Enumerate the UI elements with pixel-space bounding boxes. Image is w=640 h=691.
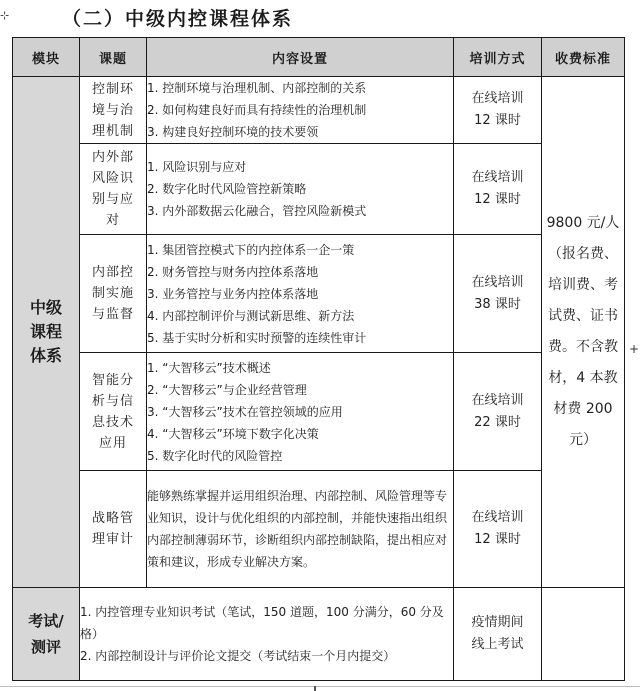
- content-item: 3. “大智移云”技术在管控领域的应用: [147, 404, 343, 419]
- method-cell: [454, 471, 542, 588]
- content-cell: [147, 235, 454, 353]
- add-column-icon[interactable]: +: [629, 342, 640, 356]
- exam-method-line: 疫情期间: [471, 615, 524, 630]
- topic-cell: [80, 144, 147, 235]
- method-type: 在线培训: [471, 392, 524, 408]
- exam-module-cell: [13, 588, 80, 681]
- section-title: （二）中级内控课程体系: [62, 8, 294, 30]
- method-cell: [454, 144, 542, 235]
- table-row: [13, 353, 625, 471]
- table-row: [13, 588, 625, 681]
- header-method: 培训方式: [454, 38, 542, 77]
- topic-label: 内外部风险识别与应对: [91, 150, 134, 228]
- method-hours: 12 课时: [474, 192, 521, 207]
- method-hours: 22 课时: [474, 414, 521, 430]
- content-item: 3. 构建良好控制环境的技术要领: [147, 125, 319, 139]
- content-item: 1. 风险识别与应对: [147, 160, 247, 174]
- exam-fee-cell: [542, 588, 625, 681]
- content-paragraph: 能够熟练掌握并运用组织治理、内部控制、风险管理等专业知识，设计与优化组织的内部控制，并能快速指出组织内部控制薄弱环节，诊断组织内部控制缺陷，提出相应对策和建议，形成专业解决方案。: [147, 489, 448, 569]
- content-item: 3. 业务管控与业务内控体系落地: [147, 286, 319, 301]
- topic-cell: [80, 471, 147, 588]
- content-item: 5. 数字化时代的风险管控: [147, 448, 283, 463]
- method-hours: 12 课时: [474, 532, 521, 547]
- module-cell: [13, 77, 80, 588]
- header-topic: 课题: [80, 38, 147, 77]
- exam-item: 2. 内部控制设计与评价论文提交（考试结束一个月内提交）: [80, 649, 396, 663]
- method-cell: [454, 353, 542, 471]
- topic-cell: [80, 353, 147, 471]
- module-label: 课程: [29, 322, 62, 341]
- content-cell: [147, 144, 454, 235]
- content-item: 3. 内外部数据云化融合，管控风险新模式: [147, 204, 367, 218]
- exam-item: 1. 内控管理专业知识考试（笔试，150 道题，100 分满分，60 分及格）: [80, 605, 444, 641]
- topic-label: 控制环境与治理机制: [91, 81, 134, 139]
- module-label: 中级: [29, 298, 62, 317]
- table-row: [13, 144, 625, 235]
- exam-method-line: 线上考试: [471, 637, 524, 652]
- topic-label: 内部控制实施与监督: [91, 265, 134, 322]
- exam-method-cell: [454, 588, 542, 681]
- method-hours: 38 课时: [474, 296, 521, 312]
- content-item: 2. 如何构建良好而具有持续性的治理机制: [147, 103, 367, 117]
- method-type: 在线培训: [471, 170, 524, 185]
- content-item: 5. 基于实时分析和实时预警的连续性审计: [147, 330, 367, 345]
- table-row: [13, 77, 625, 144]
- method-hours: 12 课时: [474, 113, 521, 128]
- header-module: 模块: [13, 38, 80, 77]
- topic-label: 智能分析与信息技术应用: [91, 372, 134, 451]
- content-cell: [147, 77, 454, 144]
- exam-module-label: 测评: [30, 638, 61, 656]
- fee-text: 9800 元/人（报名费、培训费、考试费、证书费。不含教材，4 本教材费 200 元）: [546, 215, 620, 448]
- column-resize-handle[interactable]: [314, 686, 316, 691]
- exam-content-cell: [80, 588, 454, 681]
- table-header-row: [13, 38, 625, 77]
- method-cell: [454, 235, 542, 353]
- method-type: 在线培训: [471, 91, 524, 106]
- content-item: 1. 控制环境与治理机制、内部控制的关系: [147, 81, 367, 95]
- topic-cell: [80, 235, 147, 353]
- header-fee: 收费标准: [542, 38, 625, 77]
- course-table: [12, 37, 625, 681]
- content-item: 4. “大智移云”环境下数字化决策: [147, 426, 319, 441]
- method-type: 在线培训: [471, 274, 524, 290]
- table-row: [13, 235, 625, 353]
- content-item: 1. “大智移云”技术概述: [147, 360, 271, 375]
- table-row: [13, 471, 625, 588]
- content-item: 4. 内部控制评价与测试新思维、新方法: [147, 308, 355, 323]
- fee-cell: [542, 77, 625, 588]
- content-item: 2. 数字化时代风险管控新策略: [147, 182, 307, 196]
- topic-label: 战略管理审计: [91, 511, 134, 547]
- topic-cell: [80, 77, 147, 144]
- module-label: 体系: [29, 346, 62, 365]
- method-type: 在线培训: [471, 510, 524, 525]
- content-item: 2. “大智移云”与企业经营管理: [147, 382, 307, 397]
- method-cell: [454, 77, 542, 144]
- content-item: 2. 财务管控与财务内控体系落地: [147, 264, 319, 279]
- content-cell: [147, 471, 454, 588]
- page-bottom-divider: [0, 686, 640, 687]
- exam-module-label: 考试/: [28, 612, 64, 630]
- content-cell: [147, 353, 454, 471]
- content-item: 1. 集团管控模式下的内控体系一企一策: [147, 242, 355, 257]
- table-move-handle-icon[interactable]: ⊹: [0, 9, 10, 22]
- header-content: 内容设置: [147, 38, 454, 77]
